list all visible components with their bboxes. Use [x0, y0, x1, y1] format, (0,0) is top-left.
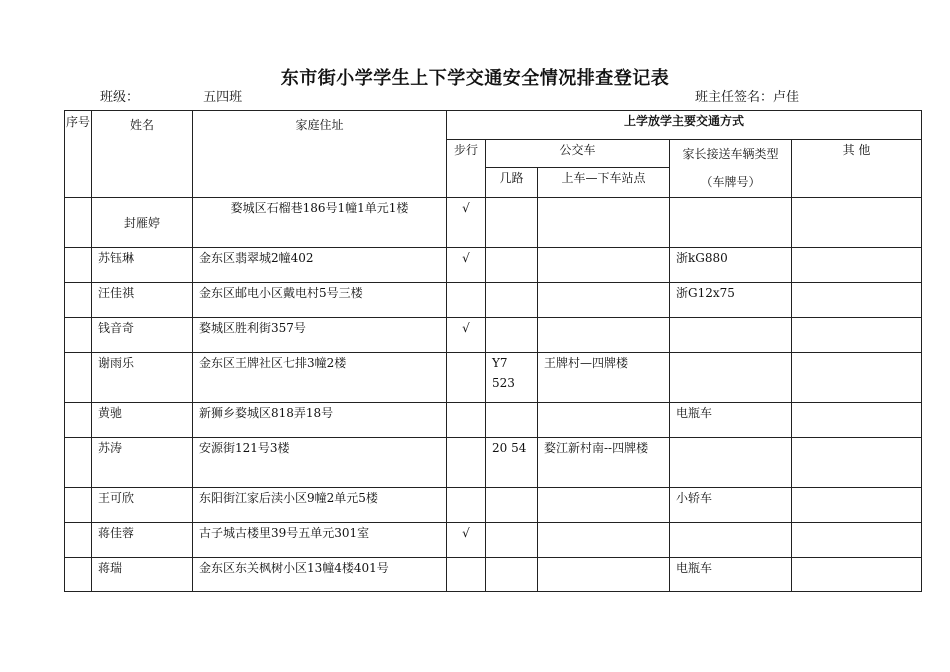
other-transport-cell: [792, 283, 922, 318]
teacher-signature: 班主任签名：卢佳: [695, 90, 800, 105]
bus-stations-cell: [538, 523, 670, 558]
home-address-cell: 婺城区石榴巷186号1幢1单元1楼: [193, 198, 447, 248]
seq-cell: [65, 523, 92, 558]
other-transport-cell: [792, 198, 922, 248]
student-name-cell: 封雁婷: [92, 198, 193, 248]
seq-cell: [65, 198, 92, 248]
other-transport-cell: [792, 248, 922, 283]
bus-stations-cell: 王牌村—四牌楼: [538, 353, 670, 403]
seq-cell: [65, 353, 92, 403]
other-transport-cell: [792, 523, 922, 558]
parent-vehicle-cell: 电瓶车: [670, 403, 792, 438]
walk-mark-cell: √: [447, 198, 486, 248]
other-transport-cell: [792, 438, 922, 488]
bus-route-cell: [486, 523, 538, 558]
home-address-cell: 新狮乡婺城区818弄18号: [193, 403, 447, 438]
header-route: 几路: [486, 168, 538, 198]
parent-vehicle-cell: [670, 353, 792, 403]
walk-mark-cell: √: [447, 523, 486, 558]
student-name-cell: 谢雨乐: [92, 353, 193, 403]
bus-route-cell: [486, 488, 538, 523]
class-label: 班级：: [100, 90, 140, 105]
seq-cell: [65, 248, 92, 283]
header-transport: 上学放学主要交通方式: [447, 111, 922, 140]
header-walk: 步行: [447, 140, 486, 198]
header-parent-vehicle-label: 家长接送车辆类型: [682, 147, 779, 161]
bus-route-cell: [486, 558, 538, 592]
student-name-cell: 钱音奇: [92, 318, 193, 353]
walk-mark-cell: [447, 283, 486, 318]
home-address-cell: 金东区翡翠城2幢402: [193, 248, 447, 283]
table-row: [65, 523, 922, 558]
bus-route-cell: 20 54: [486, 438, 538, 488]
table-row: [65, 318, 922, 353]
class-info: [100, 86, 242, 105]
seq-cell: [65, 488, 92, 523]
bus-stations-cell: [538, 318, 670, 353]
bus-stations-cell: 婺江新村南--四牌楼: [538, 438, 670, 488]
other-transport-cell: [792, 318, 922, 353]
home-address-cell: 金东区邮电小区戴电村5号三楼: [193, 283, 447, 318]
header-name: 姓名: [92, 111, 193, 198]
form-title: 东市街小学学生上下学交通安全情况排查登记表: [280, 68, 670, 89]
bus-route-cell: [486, 198, 538, 248]
home-address-cell: 金东区东关枫树小区13幢4楼401号: [193, 558, 447, 592]
bus-stations-cell: [538, 488, 670, 523]
registration-table: [64, 110, 922, 592]
table-row: [65, 558, 922, 592]
other-transport-cell: [792, 488, 922, 523]
bus-stations-cell: [538, 198, 670, 248]
header-bus: 公交车: [486, 140, 670, 168]
bus-stations-cell: [538, 558, 670, 592]
walk-mark-cell: [447, 438, 486, 488]
seq-cell: [65, 438, 92, 488]
bus-stations-cell: [538, 248, 670, 283]
bus-route-cell: [486, 403, 538, 438]
walk-mark-cell: [447, 488, 486, 523]
parent-vehicle-cell: [670, 523, 792, 558]
walk-mark-cell: [447, 403, 486, 438]
student-name-cell: 汪佳祺: [92, 283, 193, 318]
walk-mark-cell: [447, 353, 486, 403]
header-plate-label: （车牌号）: [700, 175, 761, 189]
table-row: [65, 353, 922, 403]
student-name-cell: 黄驰: [92, 403, 193, 438]
bus-stations-cell: [538, 403, 670, 438]
seq-cell: [65, 403, 92, 438]
other-transport-cell: [792, 353, 922, 403]
table-row: [65, 198, 922, 248]
walk-mark-cell: √: [447, 318, 486, 353]
table-row: [65, 488, 922, 523]
table-row: [65, 283, 922, 318]
seq-cell: [65, 558, 92, 592]
student-name-cell: 苏钰琳: [92, 248, 193, 283]
header-stations: 上车—下车站点: [538, 168, 670, 198]
home-address-cell: 金东区王牌社区七排3幢2楼: [193, 353, 447, 403]
home-address-cell: 古子城古楼里39号五单元301室: [193, 523, 447, 558]
parent-vehicle-cell: 浙G12x75: [670, 283, 792, 318]
header-other: 其 他: [792, 140, 922, 198]
parent-vehicle-cell: 电瓶车: [670, 558, 792, 592]
bus-route-cell: [486, 248, 538, 283]
table-row: [65, 403, 922, 438]
student-name-cell: 蒋瑞: [92, 558, 193, 592]
header-seq: 序号: [65, 111, 92, 198]
table-row: [65, 248, 922, 283]
home-address-cell: 婺城区胜利街357号: [193, 318, 447, 353]
home-address-cell: 东阳街江家后渎小区9幢2单元5楼: [193, 488, 447, 523]
walk-mark-cell: [447, 558, 486, 592]
other-transport-cell: [792, 403, 922, 438]
parent-vehicle-cell: 浙kG880: [670, 248, 792, 283]
bus-stations-cell: [538, 283, 670, 318]
student-name-cell: 蒋佳蓉: [92, 523, 193, 558]
header-parent-vehicle: [670, 140, 792, 198]
bus-route-cell: [486, 318, 538, 353]
table-row: [65, 438, 922, 488]
parent-vehicle-cell: [670, 198, 792, 248]
walk-mark-cell: √: [447, 248, 486, 283]
header-address: 家庭住址: [193, 111, 447, 198]
parent-vehicle-cell: [670, 318, 792, 353]
home-address-cell: 安源街121号3楼: [193, 438, 447, 488]
parent-vehicle-cell: 小轿车: [670, 488, 792, 523]
parent-vehicle-cell: [670, 438, 792, 488]
student-name-cell: 苏涛: [92, 438, 193, 488]
student-name-cell: 王可欣: [92, 488, 193, 523]
seq-cell: [65, 318, 92, 353]
bus-route-cell: [486, 283, 538, 318]
class-value: 五四班: [203, 90, 243, 105]
other-transport-cell: [792, 558, 922, 592]
seq-cell: [65, 283, 92, 318]
bus-route-cell: Y7 523: [486, 353, 538, 403]
